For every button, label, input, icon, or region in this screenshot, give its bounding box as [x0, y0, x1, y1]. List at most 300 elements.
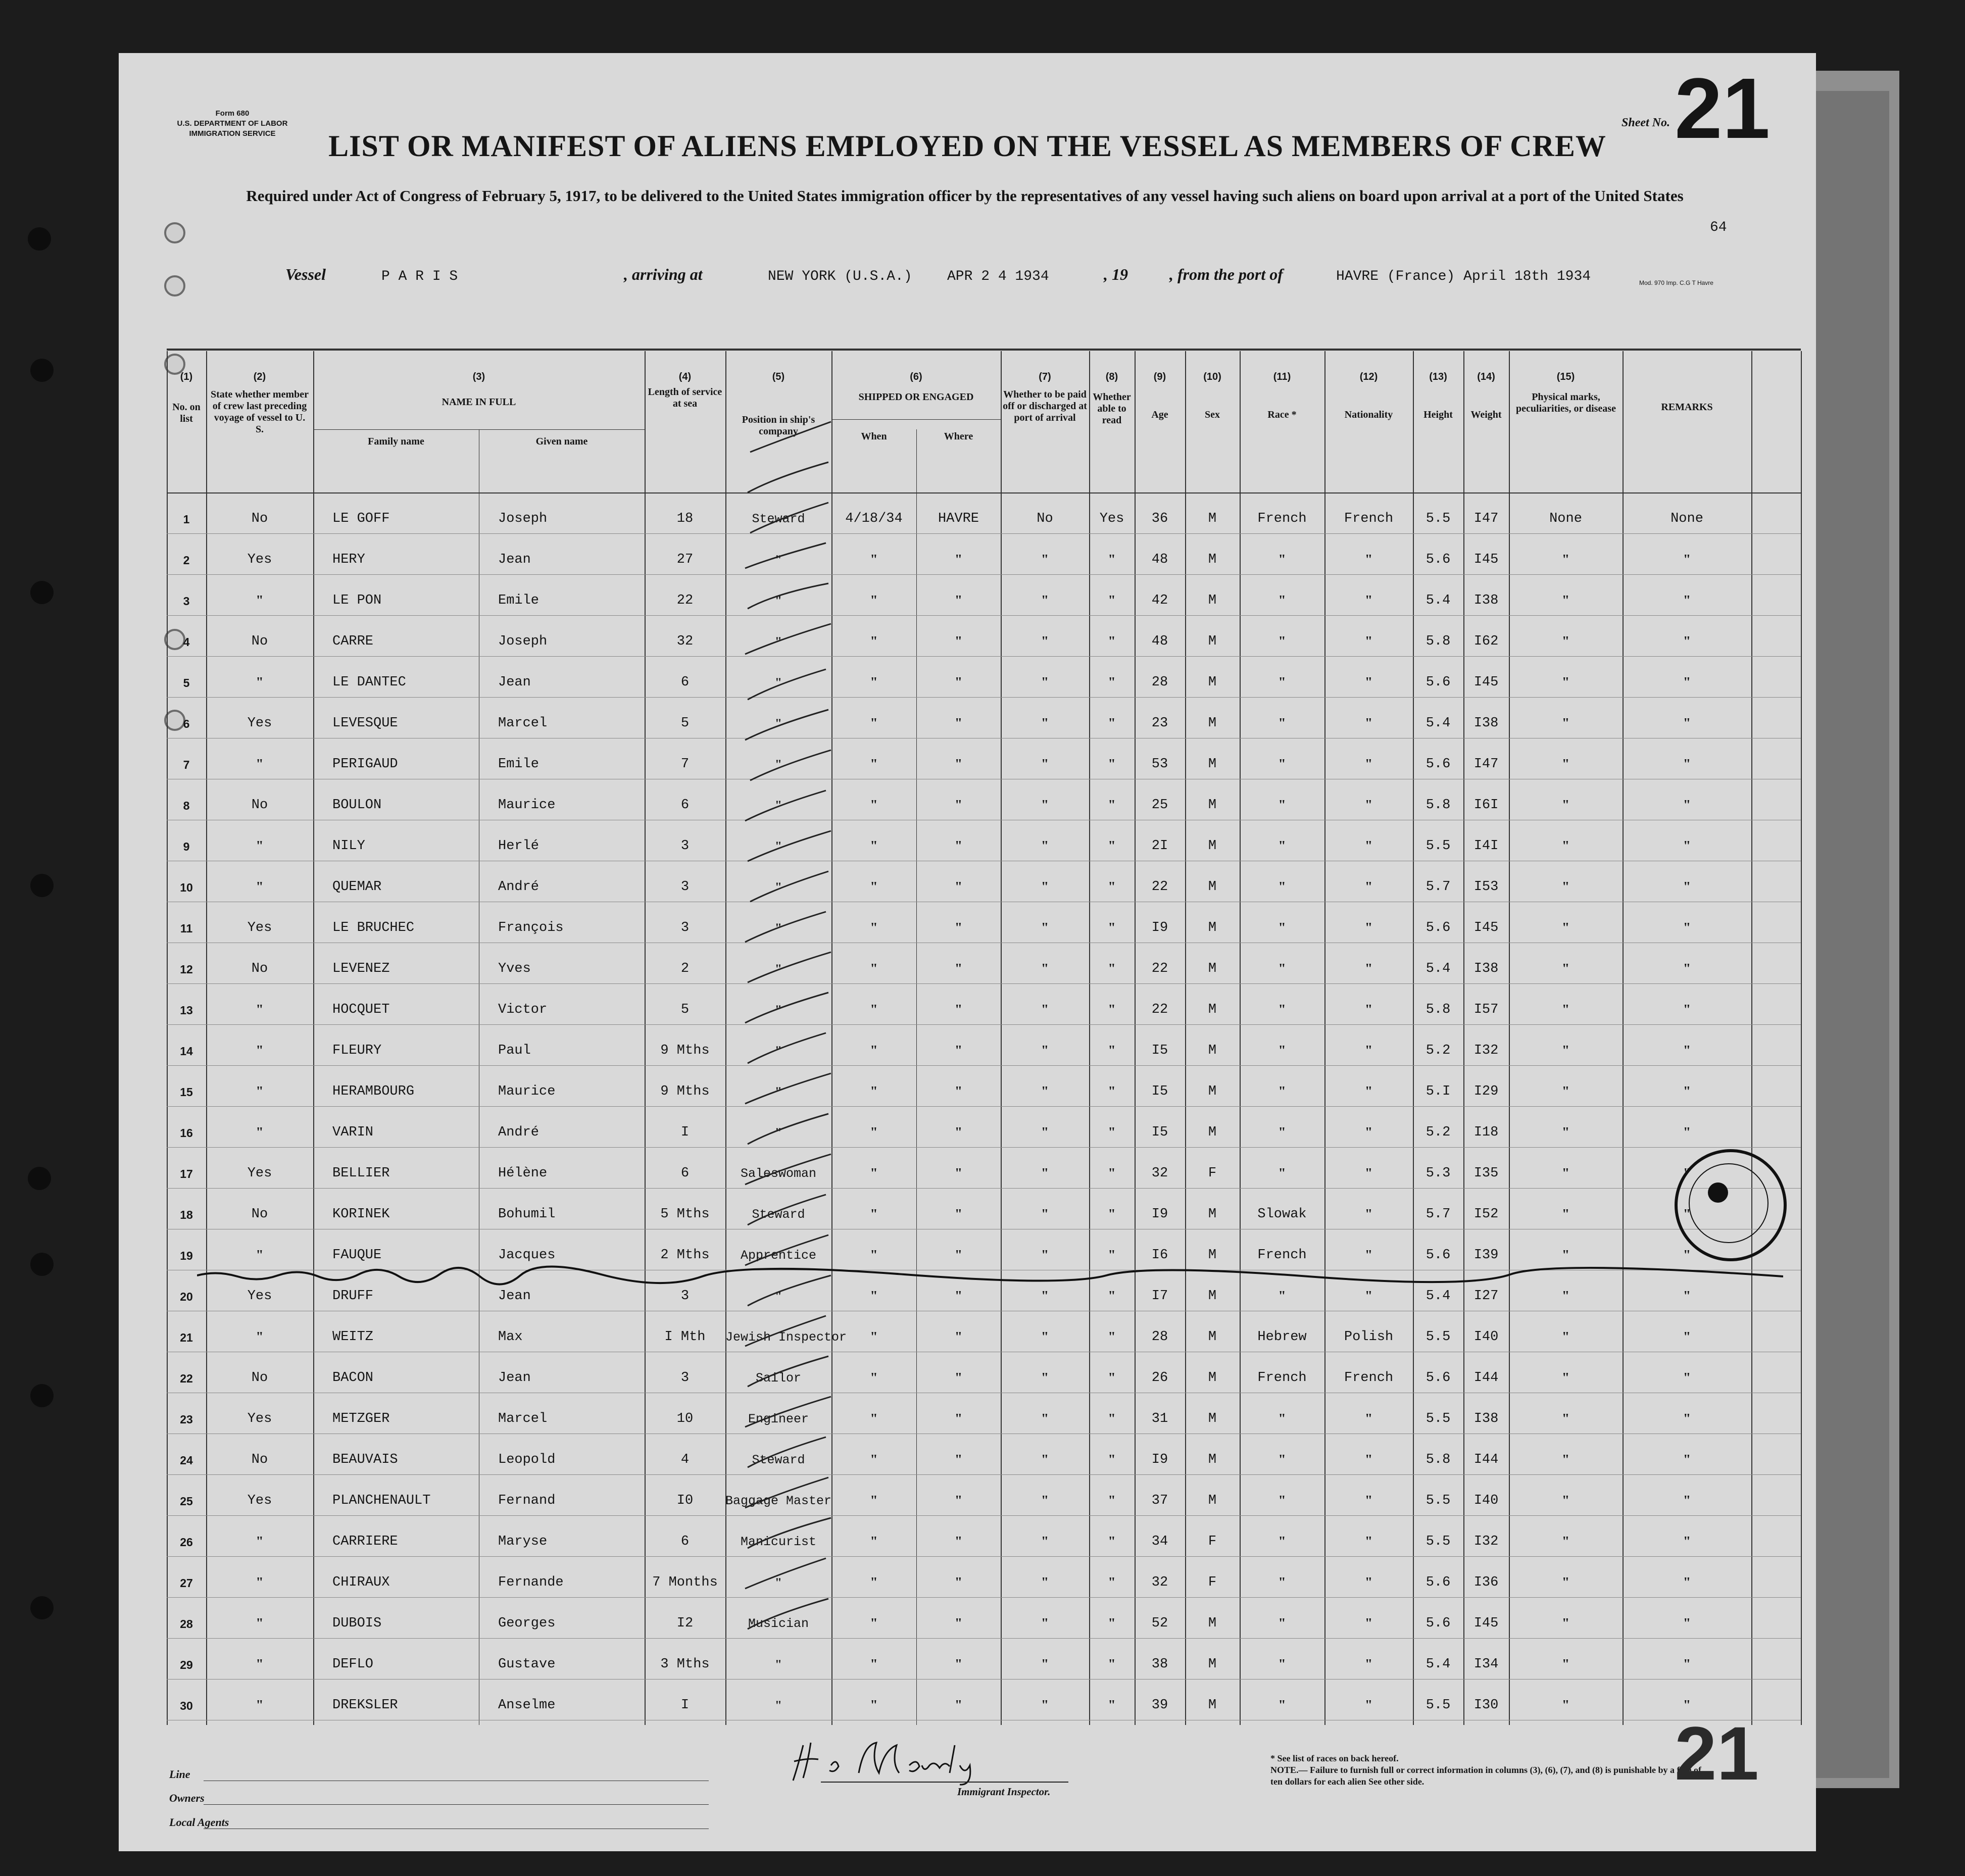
- position-cell: ": [775, 962, 782, 976]
- race-cell: ": [1278, 1083, 1286, 1099]
- prev-voyage-cell: ": [256, 1697, 264, 1712]
- length-service-cell: 3: [680, 1370, 690, 1386]
- header-no-on-list: No. on list: [172, 402, 201, 424]
- paid-off-cell: ": [1041, 1493, 1049, 1508]
- sheet-label: Sheet No.: [1622, 116, 1670, 129]
- sex-cell: F: [1208, 1575, 1217, 1590]
- row-number: 25: [180, 1495, 193, 1508]
- position-cell: ": [775, 635, 782, 649]
- prev-voyage-cell: ": [256, 1656, 264, 1671]
- given-name-cell: Georges: [498, 1616, 556, 1631]
- age-cell: 2I: [1151, 838, 1168, 854]
- weight-cell: I4I: [1473, 838, 1499, 854]
- from-port: HAVRE (France) April 18th 1934: [1336, 269, 1591, 284]
- weight-cell: I35: [1473, 1166, 1499, 1181]
- race-cell: ": [1278, 1124, 1286, 1140]
- vessel-label: Vessel: [285, 265, 326, 283]
- race-cell: ": [1278, 1043, 1286, 1058]
- binder-hole-icon: [30, 359, 54, 382]
- row-number: 2: [183, 554, 190, 567]
- table-top-rule: [167, 349, 1801, 351]
- position-cell: ": [775, 921, 782, 935]
- nationality-cell: ": [1365, 1043, 1372, 1058]
- physical-marks-cell: ": [1562, 1002, 1569, 1017]
- position-cell: ": [775, 1576, 782, 1590]
- sex-cell: M: [1208, 838, 1217, 854]
- length-service-cell: 3: [680, 879, 690, 895]
- able-read-cell: ": [1108, 1083, 1116, 1099]
- prev-voyage-cell: ": [256, 1002, 264, 1017]
- col-number-1: (1): [180, 371, 193, 382]
- physical-marks-cell: ": [1562, 1411, 1569, 1426]
- given-name-cell: André: [498, 879, 539, 895]
- shipped-when-cell: ": [870, 1206, 878, 1221]
- shipped-when-cell: ": [870, 1083, 878, 1099]
- printer-mark: Mod. 970 Imp. C.G T Havre: [1639, 279, 1713, 286]
- row-number: 17: [180, 1167, 193, 1180]
- position-cell: Baggage Master: [725, 1494, 832, 1508]
- sex-cell: M: [1208, 716, 1217, 731]
- manifest-page: [119, 53, 1816, 1851]
- paid-off-cell: ": [1041, 1043, 1049, 1058]
- table-row: [167, 697, 1801, 738]
- given-name-cell: Marcel: [498, 1411, 548, 1426]
- sex-cell: M: [1208, 675, 1217, 690]
- prev-voyage-cell: Yes: [247, 1411, 272, 1426]
- height-cell: 5.5: [1426, 838, 1451, 854]
- given-name-cell: François: [498, 920, 564, 935]
- age-cell: 32: [1151, 1166, 1168, 1181]
- height-cell: 5.4: [1426, 1657, 1451, 1672]
- paid-off-cell: ": [1041, 1656, 1049, 1671]
- sex-cell: M: [1208, 798, 1217, 813]
- length-service-cell: 2 Mths: [660, 1248, 710, 1263]
- weight-cell: I38: [1473, 716, 1499, 731]
- shipped-where-cell: ": [955, 1574, 962, 1590]
- col-number-12: (12): [1359, 371, 1378, 382]
- vessel-name: P A R I S: [381, 269, 458, 284]
- given-name-cell: Anselme: [498, 1698, 556, 1713]
- prev-voyage-cell: ": [256, 1083, 264, 1099]
- shipped-where-cell: ": [955, 593, 962, 608]
- able-read-cell: ": [1108, 1493, 1116, 1508]
- race-cell: ": [1278, 715, 1286, 730]
- prev-voyage-cell: No: [251, 1370, 268, 1386]
- sex-cell: M: [1208, 1289, 1217, 1304]
- col-number-5: (5): [772, 371, 785, 382]
- race-cell: ": [1278, 674, 1286, 689]
- length-service-cell: 7: [680, 757, 690, 772]
- paid-off-cell: ": [1041, 1002, 1049, 1017]
- weight-cell: I18: [1473, 1125, 1499, 1140]
- binder-hole-icon: [30, 874, 54, 897]
- paid-off-cell: ": [1041, 593, 1049, 608]
- table-row: [167, 1024, 1801, 1065]
- family-name-cell: PERIGAUD: [332, 757, 398, 772]
- service-name: IMMIGRATION SERVICE: [189, 129, 276, 138]
- prev-voyage-cell: ": [256, 1329, 264, 1344]
- header-length-service: Length of service at sea: [648, 386, 722, 409]
- position-cell: Manicurist: [740, 1535, 817, 1549]
- sex-cell: F: [1208, 1166, 1217, 1181]
- table-row: [167, 615, 1801, 656]
- given-name-cell: Max: [498, 1329, 523, 1345]
- header-member-prev: State whether member of crew last preceding voyage of vessel to U. S.: [210, 389, 309, 435]
- shipped-where-cell: ": [955, 1656, 962, 1671]
- family-name-cell: LE BRUCHEC: [332, 920, 415, 935]
- family-name-cell: NILY: [332, 838, 365, 854]
- table-row: [167, 1229, 1801, 1270]
- table-row: [167, 1106, 1801, 1147]
- able-read-cell: ": [1108, 838, 1116, 853]
- header-weight: Weight: [1470, 409, 1502, 420]
- remarks-cell: ": [1683, 797, 1691, 812]
- prev-voyage-cell: ": [256, 1574, 264, 1590]
- bottom-sheet-number: 21: [1675, 1711, 1759, 1796]
- sex-cell: M: [1208, 593, 1217, 608]
- paid-off-cell: ": [1041, 879, 1049, 894]
- shipped-when-cell: ": [870, 1493, 878, 1508]
- weight-cell: I47: [1473, 511, 1499, 526]
- shipped-where-cell: ": [955, 1288, 962, 1303]
- able-read-cell: ": [1108, 1656, 1116, 1671]
- remarks-cell: ": [1683, 920, 1691, 935]
- sex-cell: M: [1208, 1002, 1217, 1017]
- header-height: Height: [1423, 409, 1453, 420]
- binder-hole-icon: [30, 581, 54, 604]
- binder-hole-icon: [30, 1384, 54, 1407]
- sheet-number: 21: [1675, 61, 1771, 157]
- position-cell: ": [775, 1658, 782, 1671]
- shipped-where-cell: ": [955, 879, 962, 894]
- family-name-cell: WEITZ: [332, 1329, 374, 1345]
- family-name-cell: LEVESQUE: [332, 716, 398, 731]
- paid-off-cell: ": [1041, 1534, 1049, 1549]
- position-cell: Steward: [752, 512, 805, 526]
- physical-marks-cell: ": [1562, 1329, 1569, 1344]
- sex-cell: M: [1208, 1125, 1217, 1140]
- position-cell: Sailor: [755, 1371, 801, 1386]
- row-number: 20: [180, 1290, 193, 1303]
- age-cell: I7: [1151, 1289, 1168, 1304]
- position-cell: Jewish Inspector: [725, 1330, 847, 1345]
- header-name-in-full: NAME IN FULL: [441, 397, 516, 408]
- check-marks: [740, 417, 841, 1705]
- remarks-cell: ": [1683, 1697, 1691, 1712]
- race-cell: ": [1278, 879, 1286, 894]
- height-cell: 5.6: [1426, 675, 1451, 690]
- shipped-where-cell: ": [955, 1329, 962, 1344]
- binder-hole-icon: [28, 1167, 51, 1190]
- position-cell: Saleswoman: [740, 1166, 817, 1181]
- shipped-where-cell: ": [955, 1083, 962, 1099]
- physical-marks-cell: ": [1562, 756, 1569, 771]
- position-cell: ": [775, 1126, 782, 1140]
- page-subtitle: Required under Act of Congress of February 5, 1917, to be delivered to the United States immigration officer by the representatives of any vessel having such aliens on board upon arrival at a port of the United States: [246, 187, 1684, 205]
- family-name-cell: FLEURY: [332, 1043, 382, 1058]
- punch-ring-icon: [164, 275, 185, 297]
- nationality-cell: ": [1365, 1615, 1372, 1631]
- shipped-when-cell: ": [870, 1043, 878, 1058]
- age-cell: 36: [1151, 511, 1168, 526]
- remarks-cell: ": [1683, 879, 1691, 894]
- race-cell: Slowak: [1257, 1207, 1307, 1222]
- able-read-cell: ": [1108, 674, 1116, 689]
- length-service-cell: I: [680, 1125, 690, 1140]
- family-name-cell: QUEMAR: [332, 879, 382, 895]
- height-cell: 5.6: [1426, 920, 1451, 935]
- weight-cell: I45: [1473, 1616, 1499, 1631]
- paid-off-cell: ": [1041, 1247, 1049, 1262]
- height-cell: 5.5: [1426, 1493, 1451, 1508]
- row-number: 3: [183, 595, 190, 608]
- row-number: 5: [183, 676, 190, 689]
- row-number: 16: [180, 1126, 193, 1140]
- family-name-cell: HERY: [332, 552, 365, 567]
- age-cell: 34: [1151, 1534, 1168, 1549]
- able-read-cell: ": [1108, 715, 1116, 730]
- age-cell: 53: [1151, 757, 1168, 772]
- remarks-cell: ": [1683, 961, 1691, 976]
- remarks-cell: ": [1683, 838, 1691, 853]
- footer-note: [1270, 1753, 1715, 1788]
- physical-marks-cell: ": [1562, 1656, 1569, 1671]
- given-name-cell: Jean: [498, 552, 531, 567]
- race-cell: ": [1278, 1534, 1286, 1549]
- shipped-where-cell: ": [955, 715, 962, 730]
- family-name-cell: PLANCHENAULT: [332, 1493, 431, 1508]
- col-number-6: (6): [910, 371, 922, 382]
- header-remarks: REMARKS: [1661, 402, 1713, 413]
- sex-cell: M: [1208, 1329, 1217, 1345]
- sex-cell: F: [1208, 1534, 1217, 1549]
- race-cell: ": [1278, 1493, 1286, 1508]
- prev-voyage-cell: ": [256, 1615, 264, 1631]
- age-cell: 22: [1151, 879, 1168, 895]
- shipped-where-cell: ": [955, 838, 962, 853]
- height-cell: 5.6: [1426, 757, 1451, 772]
- table-row: [167, 820, 1801, 861]
- row-number: 28: [180, 1617, 193, 1631]
- shipped-when-cell: ": [870, 1656, 878, 1671]
- inspector-signature: [788, 1730, 1030, 1786]
- header-physical-marks: Physical marks, peculiarities, or disease: [1516, 391, 1616, 414]
- race-cell: French: [1257, 1370, 1307, 1386]
- physical-marks-cell: ": [1562, 1452, 1569, 1467]
- paid-off-cell: ": [1041, 1452, 1049, 1467]
- length-service-cell: 18: [676, 511, 694, 526]
- table-row: [167, 492, 1801, 533]
- age-cell: I5: [1151, 1125, 1168, 1140]
- col-number-4: (4): [678, 371, 692, 382]
- table-row: [167, 1065, 1801, 1106]
- race-cell: ": [1278, 961, 1286, 976]
- shipped-where-cell: ": [955, 961, 962, 976]
- race-cell: ": [1278, 1615, 1286, 1631]
- shipped-where-cell: ": [955, 1615, 962, 1631]
- able-read-cell: ": [1108, 1534, 1116, 1549]
- physical-marks-cell: ": [1562, 920, 1569, 935]
- sex-cell: M: [1208, 1698, 1217, 1713]
- prev-voyage-cell: ": [256, 1043, 264, 1058]
- race-cell: ": [1278, 552, 1286, 567]
- paid-off-cell: ": [1041, 1411, 1049, 1426]
- table-row: [167, 1352, 1801, 1393]
- given-name-cell: Emile: [498, 757, 539, 772]
- row-number: 27: [180, 1576, 193, 1590]
- paid-off-cell: ": [1041, 1615, 1049, 1631]
- family-name-cell: CARRE: [332, 634, 374, 649]
- length-service-cell: 32: [676, 634, 694, 649]
- prev-voyage-cell: No: [251, 634, 268, 649]
- length-service-cell: 6: [680, 675, 690, 690]
- shipped-when-cell: ": [870, 838, 878, 853]
- length-service-cell: 3 Mths: [660, 1657, 710, 1672]
- shipped-where-cell: ": [955, 1124, 962, 1140]
- race-cell: ": [1278, 1411, 1286, 1426]
- prev-voyage-cell: Yes: [247, 1166, 272, 1181]
- paid-off-cell: ": [1041, 1083, 1049, 1099]
- physical-marks-cell: ": [1562, 1124, 1569, 1140]
- department-name: U.S. DEPARTMENT OF LABOR: [177, 119, 288, 128]
- prev-voyage-cell: ": [256, 1247, 264, 1262]
- table-row: [167, 983, 1801, 1024]
- sex-cell: M: [1208, 1084, 1217, 1099]
- row-number: 4: [183, 635, 190, 649]
- strike-through-line: [197, 1265, 1783, 1286]
- given-name-cell: Yves: [498, 961, 531, 976]
- row-number: 19: [180, 1249, 193, 1262]
- binder-hole-icon: [28, 227, 51, 251]
- weight-cell: I38: [1473, 961, 1499, 976]
- paid-off-cell: ": [1041, 674, 1049, 689]
- age-cell: 23: [1151, 716, 1168, 731]
- position-cell: Steward: [752, 1207, 805, 1222]
- length-service-cell: 22: [676, 593, 694, 608]
- position-cell: ": [775, 717, 782, 730]
- shipped-when-cell: ": [870, 715, 878, 730]
- inspector-rule: [821, 1782, 1068, 1783]
- prev-voyage-cell: ": [256, 838, 264, 853]
- arriving-label: , arriving at: [624, 265, 703, 283]
- family-name-cell: LE DANTEC: [332, 675, 406, 690]
- shipped-when-cell: ": [870, 1411, 878, 1426]
- age-cell: 52: [1151, 1616, 1168, 1631]
- sex-cell: M: [1208, 552, 1217, 567]
- remarks-cell: ": [1683, 1002, 1691, 1017]
- race-cell: ": [1278, 838, 1286, 853]
- remarks-cell: ": [1683, 674, 1691, 689]
- position-cell: Musician: [748, 1616, 809, 1631]
- family-name-cell: CARRIERE: [332, 1534, 398, 1549]
- position-cell: ": [775, 1044, 782, 1058]
- nationality-cell: French: [1344, 511, 1394, 526]
- given-name-cell: Gustave: [498, 1657, 556, 1672]
- height-cell: 5.I: [1426, 1084, 1451, 1099]
- shipped-when-cell: ": [870, 879, 878, 894]
- row-number: 7: [183, 758, 190, 771]
- height-cell: 5.7: [1426, 1207, 1451, 1222]
- age-cell: 38: [1151, 1657, 1168, 1672]
- shipped-when-cell: ": [870, 1452, 878, 1467]
- paid-off-cell: ": [1041, 797, 1049, 812]
- remarks-cell: ": [1683, 1083, 1691, 1099]
- nationality-cell: ": [1365, 552, 1372, 567]
- prev-voyage-cell: No: [251, 961, 268, 976]
- table-row: [167, 1474, 1801, 1515]
- col-number-10: (10): [1203, 371, 1221, 382]
- given-name-cell: Herlé: [498, 838, 539, 854]
- weight-cell: I45: [1473, 552, 1499, 567]
- remarks-cell: ": [1683, 1124, 1691, 1140]
- weight-cell: I47: [1473, 757, 1499, 772]
- weight-cell: I32: [1473, 1534, 1499, 1549]
- physical-marks-cell: ": [1562, 1493, 1569, 1508]
- nationality-cell: ": [1365, 1493, 1372, 1508]
- row-number: 21: [180, 1331, 193, 1344]
- weight-cell: I36: [1473, 1575, 1499, 1590]
- height-cell: 5.8: [1426, 1452, 1451, 1467]
- shipped-where-cell: ": [955, 1370, 962, 1385]
- given-name-cell: Jean: [498, 1289, 531, 1304]
- able-read-cell: ": [1108, 1002, 1116, 1017]
- able-read-cell: ": [1108, 1124, 1116, 1140]
- age-cell: 48: [1151, 634, 1168, 649]
- shipped-where-cell: ": [955, 633, 962, 649]
- able-read-cell: ": [1108, 1411, 1116, 1426]
- height-cell: 5.8: [1426, 634, 1451, 649]
- physical-marks-cell: ": [1562, 1288, 1569, 1303]
- shipped-where-cell: ": [955, 1411, 962, 1426]
- remarks-cell: ": [1683, 1452, 1691, 1467]
- nationality-cell: ": [1365, 715, 1372, 730]
- family-name-cell: DRUFF: [332, 1289, 374, 1304]
- nationality-cell: ": [1365, 1247, 1372, 1262]
- table-row: [167, 779, 1801, 820]
- sex-cell: M: [1208, 1207, 1217, 1222]
- family-name-cell: KORINEK: [332, 1207, 390, 1222]
- family-name-cell: FAUQUE: [332, 1248, 382, 1263]
- form-number: Form 680: [215, 109, 250, 118]
- shipped-where-cell: ": [955, 1165, 962, 1180]
- age-cell: 28: [1151, 675, 1168, 690]
- prev-voyage-cell: Yes: [247, 1289, 272, 1304]
- header-family-name: Family name: [368, 436, 424, 447]
- nationality-cell: ": [1365, 838, 1372, 853]
- prev-voyage-cell: ": [256, 1534, 264, 1549]
- able-read-cell: ": [1108, 1615, 1116, 1631]
- age-cell: 39: [1151, 1698, 1168, 1713]
- paid-off-cell: ": [1041, 756, 1049, 771]
- remarks-cell: ": [1683, 1329, 1691, 1344]
- sex-cell: M: [1208, 961, 1217, 976]
- shipped-when-cell: ": [870, 1288, 878, 1303]
- shipped-when-cell: ": [870, 1329, 878, 1344]
- height-cell: 5.5: [1426, 1329, 1451, 1345]
- position-cell: ": [775, 880, 782, 894]
- sex-cell: M: [1208, 1370, 1217, 1386]
- age-cell: 26: [1151, 1370, 1168, 1386]
- weight-cell: I45: [1473, 920, 1499, 935]
- weight-cell: I52: [1473, 1207, 1499, 1222]
- paid-off-cell: ": [1041, 1206, 1049, 1221]
- remarks-cell: ": [1683, 552, 1691, 567]
- nationality-cell: ": [1365, 1083, 1372, 1099]
- race-cell: Hebrew: [1257, 1329, 1307, 1345]
- able-read-cell: ": [1108, 1574, 1116, 1590]
- race-cell: ": [1278, 1288, 1286, 1303]
- height-cell: 5.5: [1426, 1698, 1451, 1713]
